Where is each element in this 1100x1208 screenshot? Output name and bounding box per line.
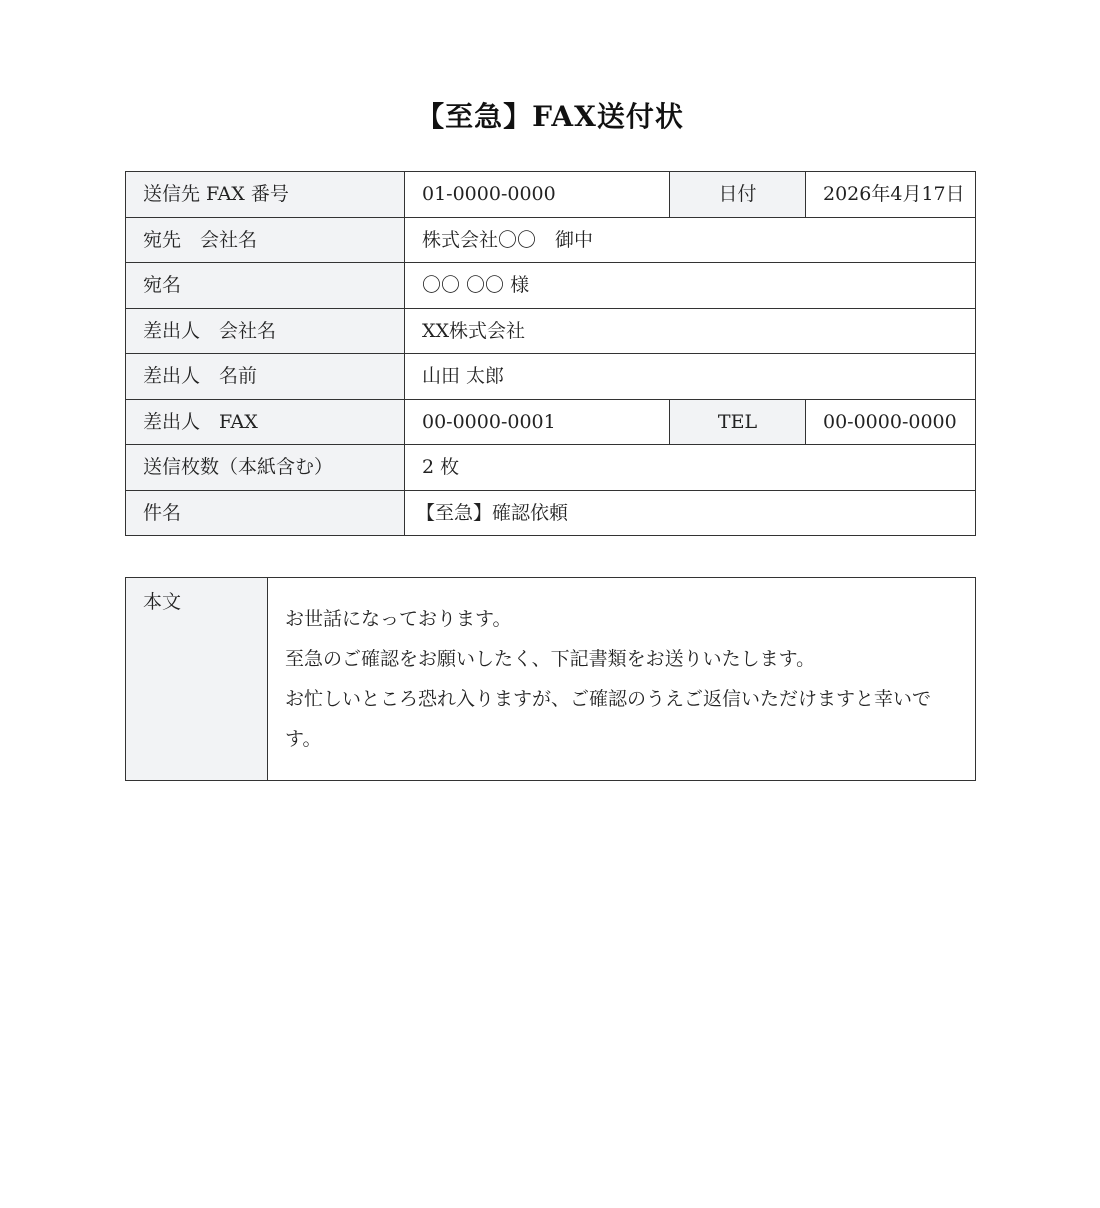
sender-name-label: 差出人 名前 [126, 354, 405, 400]
tel-label: TEL [670, 399, 806, 445]
document-title: 【至急】FAX送付状 [416, 100, 684, 133]
sender-company-label: 差出人 会社名 [126, 308, 405, 354]
recipient-company-label: 宛先 会社名 [126, 217, 405, 263]
tel-value: 00-0000-0000 [806, 399, 976, 445]
table-row-recipient-company [126, 217, 976, 263]
table-row-sender-fax [126, 399, 976, 445]
recipient-fax-value: 01-0000-0000 [405, 172, 670, 218]
sender-fax-label: 差出人 FAX [126, 399, 405, 445]
table-row-recipient-name [126, 263, 976, 309]
recipient-name-label: 宛名 [126, 263, 405, 309]
message-body-table [125, 577, 976, 781]
body-line-closing: お忙しいところ恐れ入りますが、ご確認のうえご返信いただけますと幸いです。 [285, 688, 932, 750]
sender-company-value: XX株式会社 [405, 308, 976, 354]
sender-fax-value: 00-0000-0001 [405, 399, 670, 445]
page-count-value: 2 枚 [405, 445, 976, 491]
table-row-body [126, 578, 976, 781]
recipient-company-value: 株式会社〇〇 御中 [405, 217, 976, 263]
table-row-recipient-fax [126, 172, 976, 218]
body-line-greeting: お世話になっております。 [285, 608, 512, 630]
sender-name-value: 山田 太郎 [405, 354, 976, 400]
table-row-page-count [126, 445, 976, 491]
body-content [268, 578, 976, 781]
body-label: 本文 [126, 578, 268, 781]
recipient-fax-label: 送信先 FAX 番号 [126, 172, 405, 218]
table-row-sender-company [126, 308, 976, 354]
date-label: 日付 [670, 172, 806, 218]
subject-label: 件名 [126, 490, 405, 536]
table-row-sender-name [126, 354, 976, 400]
table-row-subject [126, 490, 976, 536]
recipient-name-value: 〇〇 〇〇 様 [405, 263, 976, 309]
date-value: 2026年4月17日 [806, 172, 976, 218]
page-count-label: 送信枚数（本紙含む） [126, 445, 405, 491]
body-line-request: 至急のご確認をお願いしたく、下記書類をお送りいたします。 [285, 648, 816, 670]
fax-info-table [125, 171, 976, 536]
subject-value: 【至急】確認依頼 [405, 490, 976, 536]
